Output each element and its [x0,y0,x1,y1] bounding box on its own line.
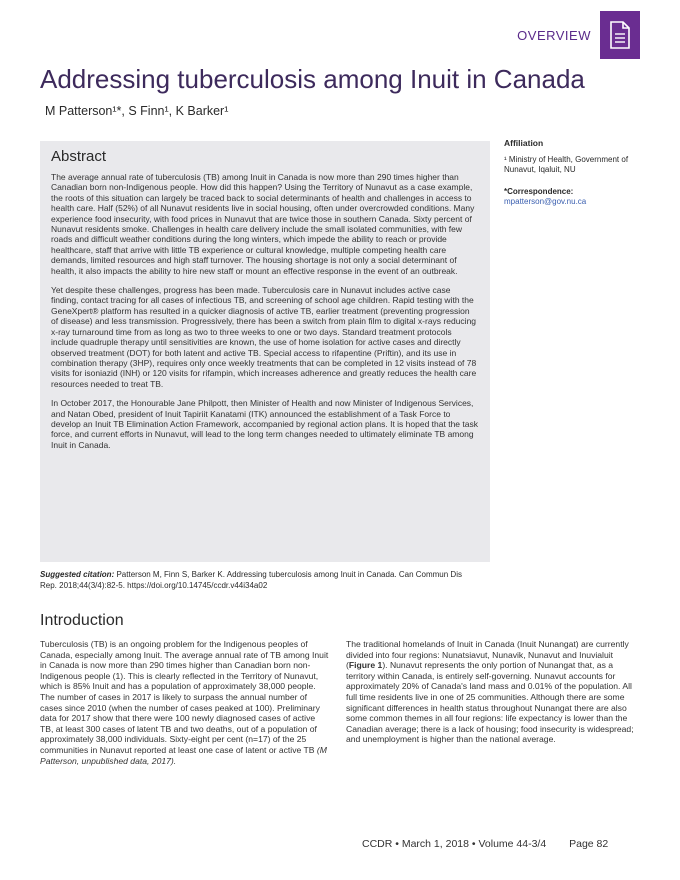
abstract-box [40,141,490,562]
correspondence-email-link[interactable]: mpatterson@gov.nu.ca [504,197,587,206]
page-footer [362,838,608,850]
affiliation-block [504,138,644,207]
intro-source-note: (M Patterson, unpublished data, 2017). [40,744,327,766]
journal-info: CCDR • March 1, 2018 • Volume 44-3/4 [362,838,547,850]
abstract-paragraph: In October 2017, the Honourable Jane Philpott, then Minister of Health and now Minister of Indigenous Services, and Natan Obed, president of Inuit Tapiriit Kanatami (ITK) announced the establishment of a Task Force to develop an Inuit TB Elimination Action Framework, accompanied by regional action plans. It is hoped that the task force, and current efforts in Nunavut, will lead to the long term changes needed to ultimately eliminate TB among Inuit in Canada. [51,398,478,450]
intro-paragraph-end: ). Nunavut represents the only portion of Nunangat that, as a territory within Canada, is entirely self-governing. Nunavut accounts for approximately 20% of Canada's land mass and 0.01% of the population. All full time residents live in one of 25 communities. Although there are some significant differences in health status throughout Nunangat there are also some common themes in all four regions: life expectancy is lower than the Canadian average; there is a lack of housing; food insecurity is widespread; and unemployment is higher than the national average. [346,660,634,745]
section-label: OVERVIEW [517,28,591,43]
author-list: M Patterson¹*, S Finn¹, K Barker¹ [45,104,229,118]
page-number: Page 82 [569,838,609,850]
document-icon [609,21,631,49]
abstract-paragraph: Yet despite these challenges, progress has been made. Tuberculosis care in Nunavut includes active case finding, contact tracing for all cases of infectious TB, and screening of school age children. Rapid testing with the GeneXpert® platform has resulted in a quicker diagnosis of active TB, earlier treatment (preventing progression of disease) and less transmission. Progressively, there has been a switch from plain film to digital x-rays reducing x-ray turnaround time from as long as two to three weeks to one or two days. Standard treatment protocols include quadruple therapy until sensitivities are known, the use of home isolation for active cases and directly observed treatment (DOT) for both latent and active TB. Special access to rifapentine (Priftin), and its use in combination therapy (3HP), requires only once weekly treatments that can be completed in 12 visits instead of 78 visits for isoniazid (INH) or 120 visits for rifampin, which increases adherence and greatly reduces the health care resources needed to treat TB. [51,285,477,389]
intro-paragraph-start: The traditional homelands of Inuit in Canada (Inuit Nunangat) are currently divided into four regions: Nunatsiavut, Nunavik, Nunavut and Inuvialuit ( [346,639,629,671]
introduction-heading: Introduction [40,612,124,629]
citation-text: Patterson M, Finn S, Barker K. Addressing tuberculosis among Inuit in Canada. Can Commun Dis Rep. 2018;44(3/4):82-5. https://doi.org/10.14745/ccdr.v44i34a02 [40,570,462,590]
figure-reference-link[interactable]: Figure 1 [348,660,383,671]
intro-paragraph: Tuberculosis (TB) is an ongoing problem for the Indigenous peoples of Canada, especially among Inuit. The average annual rate of TB among Inuit in Canada is now more than 290 times higher than Canadian born non-Indigenous people (1). This is clearly reflected in the Territory of Nunavut, which is 85% Inuit and has a population of approximately 38,000 people. The number of cases in 2017 is likely to surpass the annual number of cases since 2010 (when the number of cases peaked at 100). Preliminary data for 2017 show that there were 100 newly diagnosed cases of active TB, at least 300 cases of latent TB and two deaths, out of a population of approximately 38,000 individuals. Sixty-eight per cent (n=17) of the 25 communities in Nunavut reported at least one case of latent or active TB [40,639,329,755]
abstract-heading: Abstract [51,148,107,165]
abstract-paragraph: The average annual rate of tuberculosis (TB) among Inuit in Canada is now more than 290 times higher than Canadian born non-Indigenous people. How did this happen? Using the Territory of Nunavut as a case example, the roots of this situation can largely be traced back to social determinants of health and challenges in access to health care. Half (52%) of all Nunavut residents live in social housing, often under overcrowded conditions. Many experience food insecurity, with food prices in Nunavut that are twice those in southern Canada. Sixty percent of Nunavut residents smoke. Challenges in health care delivery include the small isolated communities, with few roads and difficult weather conditions during the long winters, which impede the ability to reach or provide healthcare, staff that arrive with little TB experience or cultural knowledge, multiple competing health care demands, limited resources and high staff turnover. The housing shortage is not only a social determinant of health, it also impacts the ability to hire new staff or mount an effective response in the event of an outbreak. [51,172,475,276]
introduction-right-column [346,639,636,745]
article-title: Addressing tuberculosis among Inuit in Canada [40,64,585,94]
citation-label: Suggested citation: [40,570,115,579]
affiliation-heading: Affiliation [504,138,544,148]
correspondence [504,187,644,207]
introduction-left-column [40,639,330,766]
affiliation-text: ¹ Ministry of Health, Government of Nunavut, Iqaluit, NU [504,155,629,174]
correspondence-label: *Correspondence: [504,187,574,196]
suggested-citation [40,570,470,591]
document-badge [600,11,640,59]
